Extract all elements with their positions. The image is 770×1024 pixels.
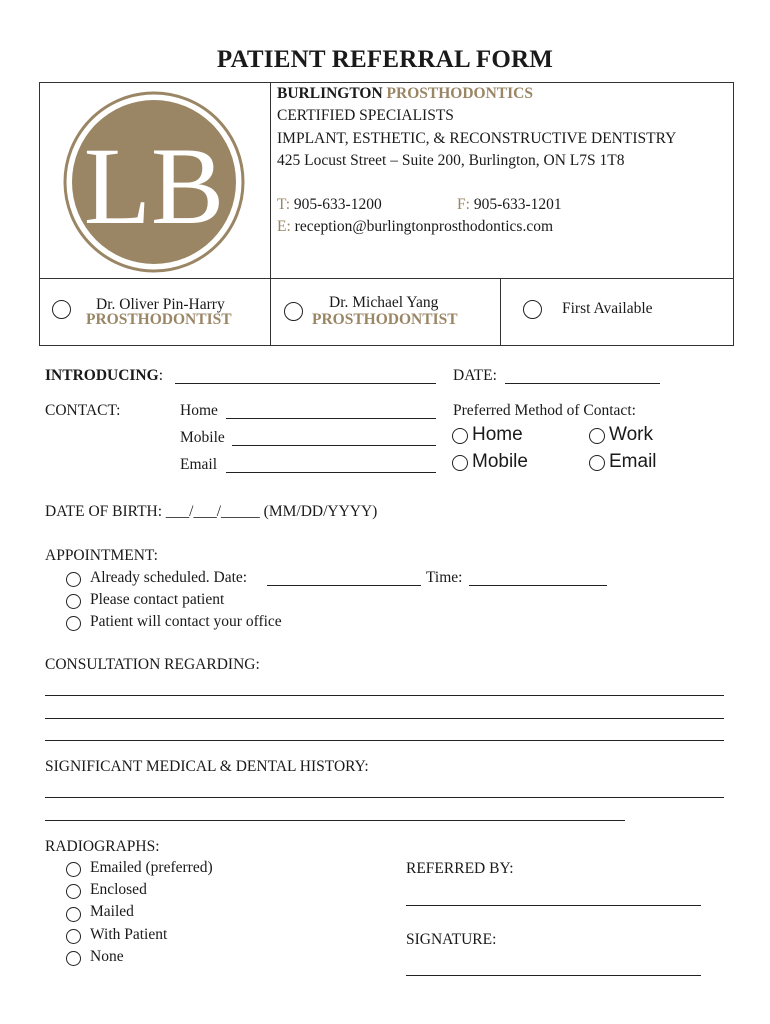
contact-label: CONTACT: [45,402,121,419]
clinic-name-part2: PROSTHODONTICS [386,85,533,102]
clinic-fax [457,196,562,214]
email-label: E: [277,218,291,235]
consultation-line-3[interactable] [45,740,724,741]
radiograph-radio-none[interactable] [66,951,81,966]
radiograph-radio-with-patient[interactable] [66,929,81,944]
logo-box [39,82,271,279]
referred-by-input[interactable] [406,905,701,906]
home-input[interactable] [226,418,436,419]
pref-work-label: Work [609,424,653,445]
doctor-radio-3[interactable] [523,300,542,319]
mobile-label: Mobile [180,429,225,446]
doctor-radio-1[interactable] [52,300,71,319]
radiograph-radio-emailed[interactable] [66,862,81,877]
consultation-line-2[interactable] [45,718,724,719]
doctor-radio-2[interactable] [284,302,303,321]
appointment-radio-scheduled[interactable] [66,572,81,587]
introducing-field-label [45,367,163,385]
email-value: reception@burlingtonprosthodontics.com [294,218,554,235]
introducing-input[interactable] [175,383,436,384]
history-label: SIGNIFICANT MEDICAL & DENTAL HISTORY: [45,758,369,775]
pref-home-label: Home [472,424,523,445]
clinic-phone [277,196,382,214]
doctor-name-3: First Available [562,300,653,317]
date-label: DATE: [453,367,497,384]
consultation-line-1[interactable] [45,695,724,696]
referred-by-label: REFERRED BY: [406,860,514,877]
fax-label: F: [457,196,470,213]
doctor-name-1: Dr. Oliver Pin-Harry [96,296,225,313]
radiograph-radio-mailed[interactable] [66,907,81,922]
pref-work-radio[interactable] [589,428,605,444]
pref-home-radio[interactable] [452,428,468,444]
signature-label: SIGNATURE: [406,931,497,948]
signature-input[interactable] [406,975,701,976]
clinic-name-part1: BURLINGTON [277,85,383,102]
clinic-name [277,85,533,103]
email-input[interactable] [226,472,436,473]
history-line-1[interactable] [45,797,724,798]
doctor-title-2: PROSTHODONTIST [312,311,458,328]
introducing-label: INTRODUCING [45,367,159,384]
appointment-option-patient-contacts: Patient will contact your office [90,613,282,630]
consultation-label: CONSULTATION REGARDING: [45,656,260,673]
radiograph-option-enclosed: Enclosed [90,881,147,898]
appointment-radio-contact-patient[interactable] [66,594,81,609]
clinic-logo-icon [40,83,272,280]
clinic-certification: CERTIFIED SPECIALISTS [277,107,454,124]
preferred-contact-label: Preferred Method of Contact: [453,402,636,419]
appointment-radio-patient-contacts[interactable] [66,616,81,631]
clinic-specialty: IMPLANT, ESTHETIC, & RECONSTRUCTIVE DENTISTRY [277,130,677,147]
page-title: PATIENT REFERRAL FORM [216,46,554,73]
clinic-email [277,218,553,236]
fax-value: 905-633-1201 [473,196,562,213]
pref-mobile-radio[interactable] [452,455,468,471]
phone-value: 905-633-1200 [293,196,382,213]
contact-email-label: Email [180,456,218,473]
appointment-time-input[interactable] [469,585,607,586]
appointment-date-input[interactable] [267,585,421,586]
radiograph-option-with-patient: With Patient [90,926,168,943]
clinic-address: 425 Locust Street – Suite 200, Burlington, ON L7S 1T8 [277,152,625,169]
pref-email-radio[interactable] [589,455,605,471]
doctor-title-1: PROSTHODONTIST [86,311,232,328]
appointment-label: APPOINTMENT: [45,547,158,564]
radiograph-option-none: None [90,948,124,965]
history-line-2[interactable] [45,820,625,821]
pref-mobile-label: Mobile [472,451,528,472]
date-of-birth-field[interactable]: DATE OF BIRTH: ___/___/_____ (MM/DD/YYYY) [45,503,378,520]
home-label: Home [180,402,218,419]
pref-email-label: Email [609,451,657,472]
appointment-time-label: Time: [426,569,463,586]
date-input[interactable] [505,383,660,384]
radiograph-radio-enclosed[interactable] [66,884,81,899]
appointment-option-contact-patient: Please contact patient [90,591,225,608]
logo-letters: LB [83,125,225,247]
phone-label: T: [277,196,291,213]
radiographs-label: RADIOGRAPHS: [45,838,160,855]
radiograph-option-mailed: Mailed [90,903,134,920]
mobile-input[interactable] [232,445,436,446]
radiograph-option-emailed: Emailed (preferred) [90,859,213,876]
appointment-option-scheduled: Already scheduled. Date: [90,569,248,586]
doctor-name-2: Dr. Michael Yang [329,294,439,311]
introducing-colon: : [158,367,163,384]
